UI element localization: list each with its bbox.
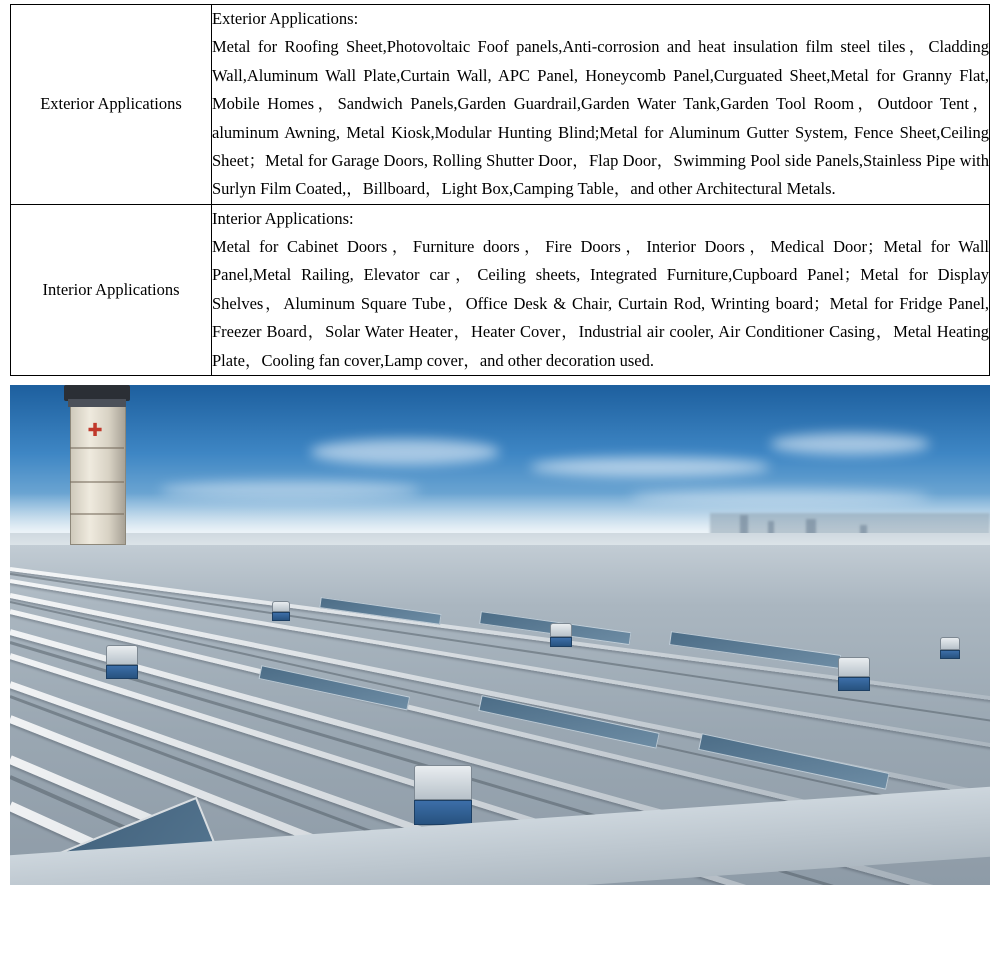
- skylight-panel: [669, 631, 841, 669]
- exterior-body-text: Metal for Roofing Sheet,Photovoltaic Foof panels,Anti-corrosion and heat insulation film steel tiles，Cladding Wall,Aluminum Wall Plate,Curtain Wall, APC Panel, Honeycomb Panel,Curguated Sheet,Metal for Granny Flat, Mobile Homes，Sandwich Panels,Garden Guardrail,Garden Water Tank,Garden Tool Room，Outdoor Tent，aluminum Awning, Metal Kiosk,Modular Hunting Blind;Metal for Aluminum Gutter System, Fence Sheet,Ceiling Sheet；Metal for Garage Doors, Rolling Shutter Door，Flap Door，Swimming Pool side Panels,Stainless Pipe with Surlyn Film Coated,，Billboard，Light Box,Camping Table，and other Architectural Metals.: [212, 37, 989, 199]
- metal-roof-surface: [10, 545, 990, 885]
- ventilator-base: [838, 677, 870, 691]
- cloud: [530, 457, 770, 477]
- roof-ventilator: [272, 601, 288, 617]
- roof-ventilator: [940, 637, 958, 655]
- ventilator-cowl: [272, 601, 290, 613]
- ventilator-base: [940, 650, 960, 659]
- applications-table: [10, 4, 990, 376]
- row-body-exterior: [212, 5, 990, 205]
- row-body-interior: [212, 204, 990, 375]
- roof-ventilator: [838, 657, 868, 687]
- chimney-stack: [70, 391, 126, 545]
- roof-photo-scene: [10, 385, 990, 885]
- cloud: [310, 439, 500, 465]
- roof-ventilator: [106, 645, 136, 675]
- chimney-band: [70, 447, 124, 449]
- exterior-lead-label: Exterior Applications:: [212, 9, 359, 28]
- chimney-band: [70, 513, 124, 515]
- ventilator-cowl: [940, 637, 960, 650]
- roof-photo: [10, 385, 990, 885]
- ventilator-cowl: [838, 657, 870, 677]
- ventilator-base: [106, 665, 138, 679]
- maple-leaf-icon: ✚: [87, 419, 103, 440]
- row-category-exterior: Exterior Applications: [11, 5, 212, 205]
- document-page: [0, 4, 1000, 958]
- ventilator-base: [272, 612, 290, 620]
- interior-lead-label: Interior Applications:: [212, 208, 354, 228]
- interior-body-text: Metal for Cabinet Doors，Furniture doors，Fire Doors，Interior Doors，Medical Door；Metal for Wall Panel,Metal Railing, Elevator car，Ceiling sheets, Integrated Furniture,Cupboard Panel；Metal for Display Shelves，Aluminum Square Tube，Office Desk & Chair, Curtain Rod, Wrinting board；Metal for Fridge Panel, Freezer Board，Solar Water Heater，Heater Cover，Industrial air cooler, Air Conditioner Casing，Metal Heating Plate，Cooling fan cover,Lamp cover，and other decoration used.: [212, 237, 989, 370]
- ventilator-cowl: [106, 645, 138, 665]
- table-row: [11, 204, 990, 375]
- cloud: [770, 433, 930, 455]
- chimney-band: [70, 481, 124, 483]
- ventilator-base: [414, 800, 472, 824]
- ventilator-cowl: [550, 623, 572, 637]
- ventilator-base: [550, 637, 572, 647]
- table-row: [11, 5, 990, 205]
- chimney-cap-lower: [68, 399, 126, 407]
- ventilator-cowl: [414, 765, 472, 801]
- roof-ventilator: [550, 623, 570, 643]
- roof-ventilator: [414, 765, 470, 821]
- row-category-interior: Interior Applications: [11, 204, 212, 375]
